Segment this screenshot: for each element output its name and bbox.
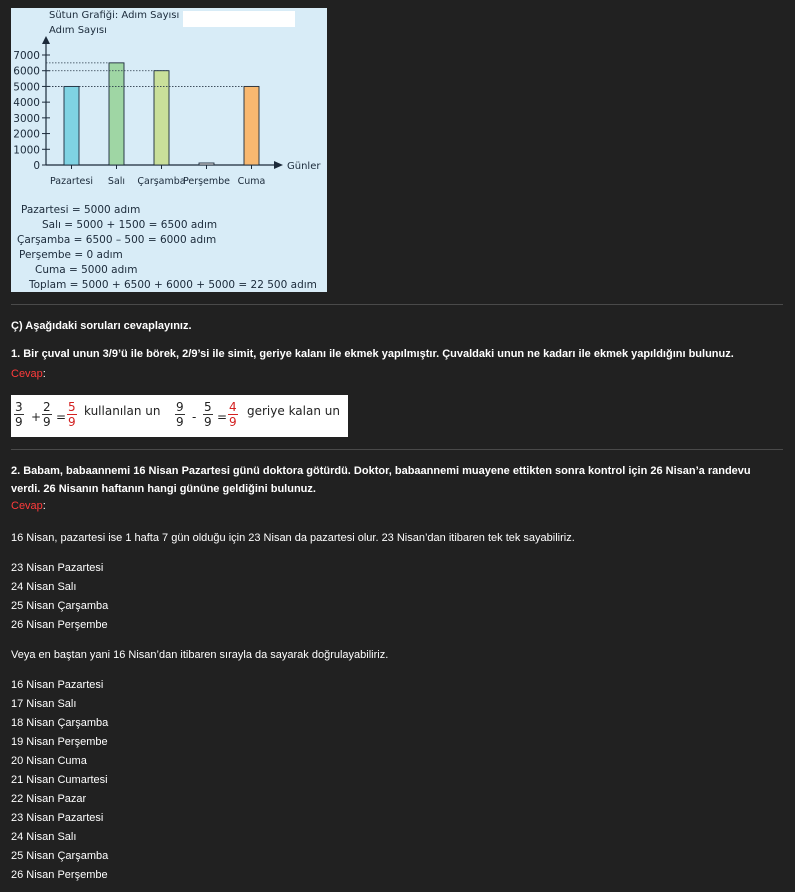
fraction [14, 400, 24, 430]
list-item: 23 Nisan Pazartesi [11, 812, 104, 824]
y-axis-label: Adım Sayısı [49, 25, 107, 36]
calc-line: Salı = 5000 + 1500 = 6500 adım [42, 219, 218, 231]
x-axis-label: Günler [287, 161, 321, 172]
calc-line: Perşembe = 0 adım [19, 249, 123, 261]
denominator: 9 [229, 415, 237, 429]
remaining-flour-label: geriye kalan un [247, 404, 340, 418]
fraction [228, 400, 238, 430]
used-flour-label: kullanılan un [84, 404, 161, 418]
list-item: 21 Nisan Cumartesi [11, 774, 108, 786]
y-tick-label: 5000 [13, 81, 40, 94]
bar [154, 71, 169, 165]
chart-title: Sütun Grafiği: Adım Sayısı [49, 10, 180, 21]
numerator: 5 [204, 400, 212, 414]
divider [11, 449, 783, 450]
list-item: 26 Nisan Perşembe [11, 869, 108, 881]
bar [244, 86, 259, 165]
answer-label: Cevap [11, 368, 43, 380]
x-tick-label: Perşembe [182, 176, 231, 187]
calc-line: Cuma = 5000 adım [35, 264, 138, 276]
minus-sign: - [192, 410, 197, 424]
list-item: 18 Nisan Çarşamba [11, 717, 109, 729]
x-tick-label: Pazartesi [50, 176, 93, 187]
question-1: 1. Bir çuval unun 3/9’ü ile börek, 2/9’si ile simit, geriye kalanı ile ekmek yapılmıştır. Çuvaldaki unun ne kadarı ile ekmek yapıldığını bulunuz. [11, 348, 734, 360]
calc-line: Pazartesi = 5000 adım [21, 204, 141, 216]
y-tick-label: 7000 [13, 50, 40, 62]
list-item: 17 Nisan Salı [11, 698, 77, 710]
numerator: 2 [43, 400, 51, 414]
y-tick-label: 3000 [13, 112, 40, 125]
numerator: 9 [176, 400, 184, 414]
answer-label-2 [11, 500, 46, 512]
x-tick-label: Cuma [237, 176, 266, 187]
bar [199, 163, 214, 165]
list-item: 16 Nisan Pazartesi [11, 679, 104, 691]
y-tick-label: 0 [33, 160, 40, 172]
fraction-solution [11, 395, 348, 437]
answer-colon: : [42, 500, 46, 512]
explanation-2: Veya en baştan yani 16 Nisan’dan itibaren sırayla da sayarak doğrulayabiliriz. [11, 649, 389, 661]
fraction [42, 400, 52, 430]
title-mask [183, 11, 295, 27]
x-tick-label: Çarşamba [137, 176, 186, 187]
equals-sign: = [56, 410, 67, 424]
denominator: 9 [204, 415, 212, 429]
denominator: 9 [43, 415, 51, 429]
fraction [67, 400, 77, 430]
list-item: 19 Nisan Perşembe [11, 736, 108, 748]
list-item: 24 Nisan Salı [11, 831, 77, 843]
denominator: 9 [15, 415, 23, 429]
list-item: 24 Nisan Salı [11, 581, 77, 593]
denominator: 9 [68, 415, 76, 429]
bar-chart [11, 8, 327, 204]
divider [11, 304, 783, 305]
explanation: 16 Nisan, pazartesi ise 1 hafta 7 gün olduğu için 23 Nisan da pazartesi olur. 23 Nisan’dan itibaren tek tek sayabiliriz. [11, 532, 575, 544]
fraction [175, 400, 185, 430]
y-axis-arrow [42, 36, 50, 44]
bar [64, 86, 79, 165]
fraction [203, 400, 213, 430]
x-axis-arrow [274, 161, 283, 169]
answer-label-1 [11, 368, 46, 380]
y-tick-label: 2000 [13, 128, 40, 141]
plus-sign: + [31, 410, 42, 424]
list-item: 25 Nisan Çarşamba [11, 600, 109, 612]
y-tick-label: 4000 [13, 97, 40, 110]
numerator: 4 [229, 400, 237, 414]
denominator: 9 [176, 415, 184, 429]
section-title: Ç) Aşağıdaki soruları cevaplayınız. [11, 320, 192, 332]
answer-label: Cevap [11, 500, 43, 512]
equals-sign: = [217, 410, 228, 424]
chart-image [11, 8, 327, 292]
bar [109, 63, 124, 165]
y-tick-label: 6000 [13, 65, 40, 78]
calc-line: Toplam = 5000 + 6500 + 6000 + 5000 = 22 500 adım [29, 279, 317, 291]
list-item: 23 Nisan Pazartesi [11, 562, 104, 574]
calc-line: Çarşamba = 6500 – 500 = 6000 adım [17, 234, 217, 246]
list-item: 26 Nisan Perşembe [11, 619, 108, 631]
answer-colon: : [42, 368, 46, 380]
list-item: 22 Nisan Pazar [11, 793, 87, 805]
numerator: 5 [68, 400, 76, 414]
x-tick-label: Salı [107, 176, 126, 187]
list-item: 25 Nisan Çarşamba [11, 850, 109, 862]
list-item: 20 Nisan Cuma [11, 755, 87, 767]
question-2: 2. Babam, babaannemi 16 Nisan Pazartesi günü doktora götürdü. Doktor, babaannemi muayene ettikten sonra kontrol için 26 Nisan’a randevu verdi. 26 Nisanın haftanın hangi gününe geldiğini bulunuz. [11, 465, 751, 495]
numerator: 3 [15, 400, 23, 414]
y-tick-label: 1000 [13, 144, 40, 157]
